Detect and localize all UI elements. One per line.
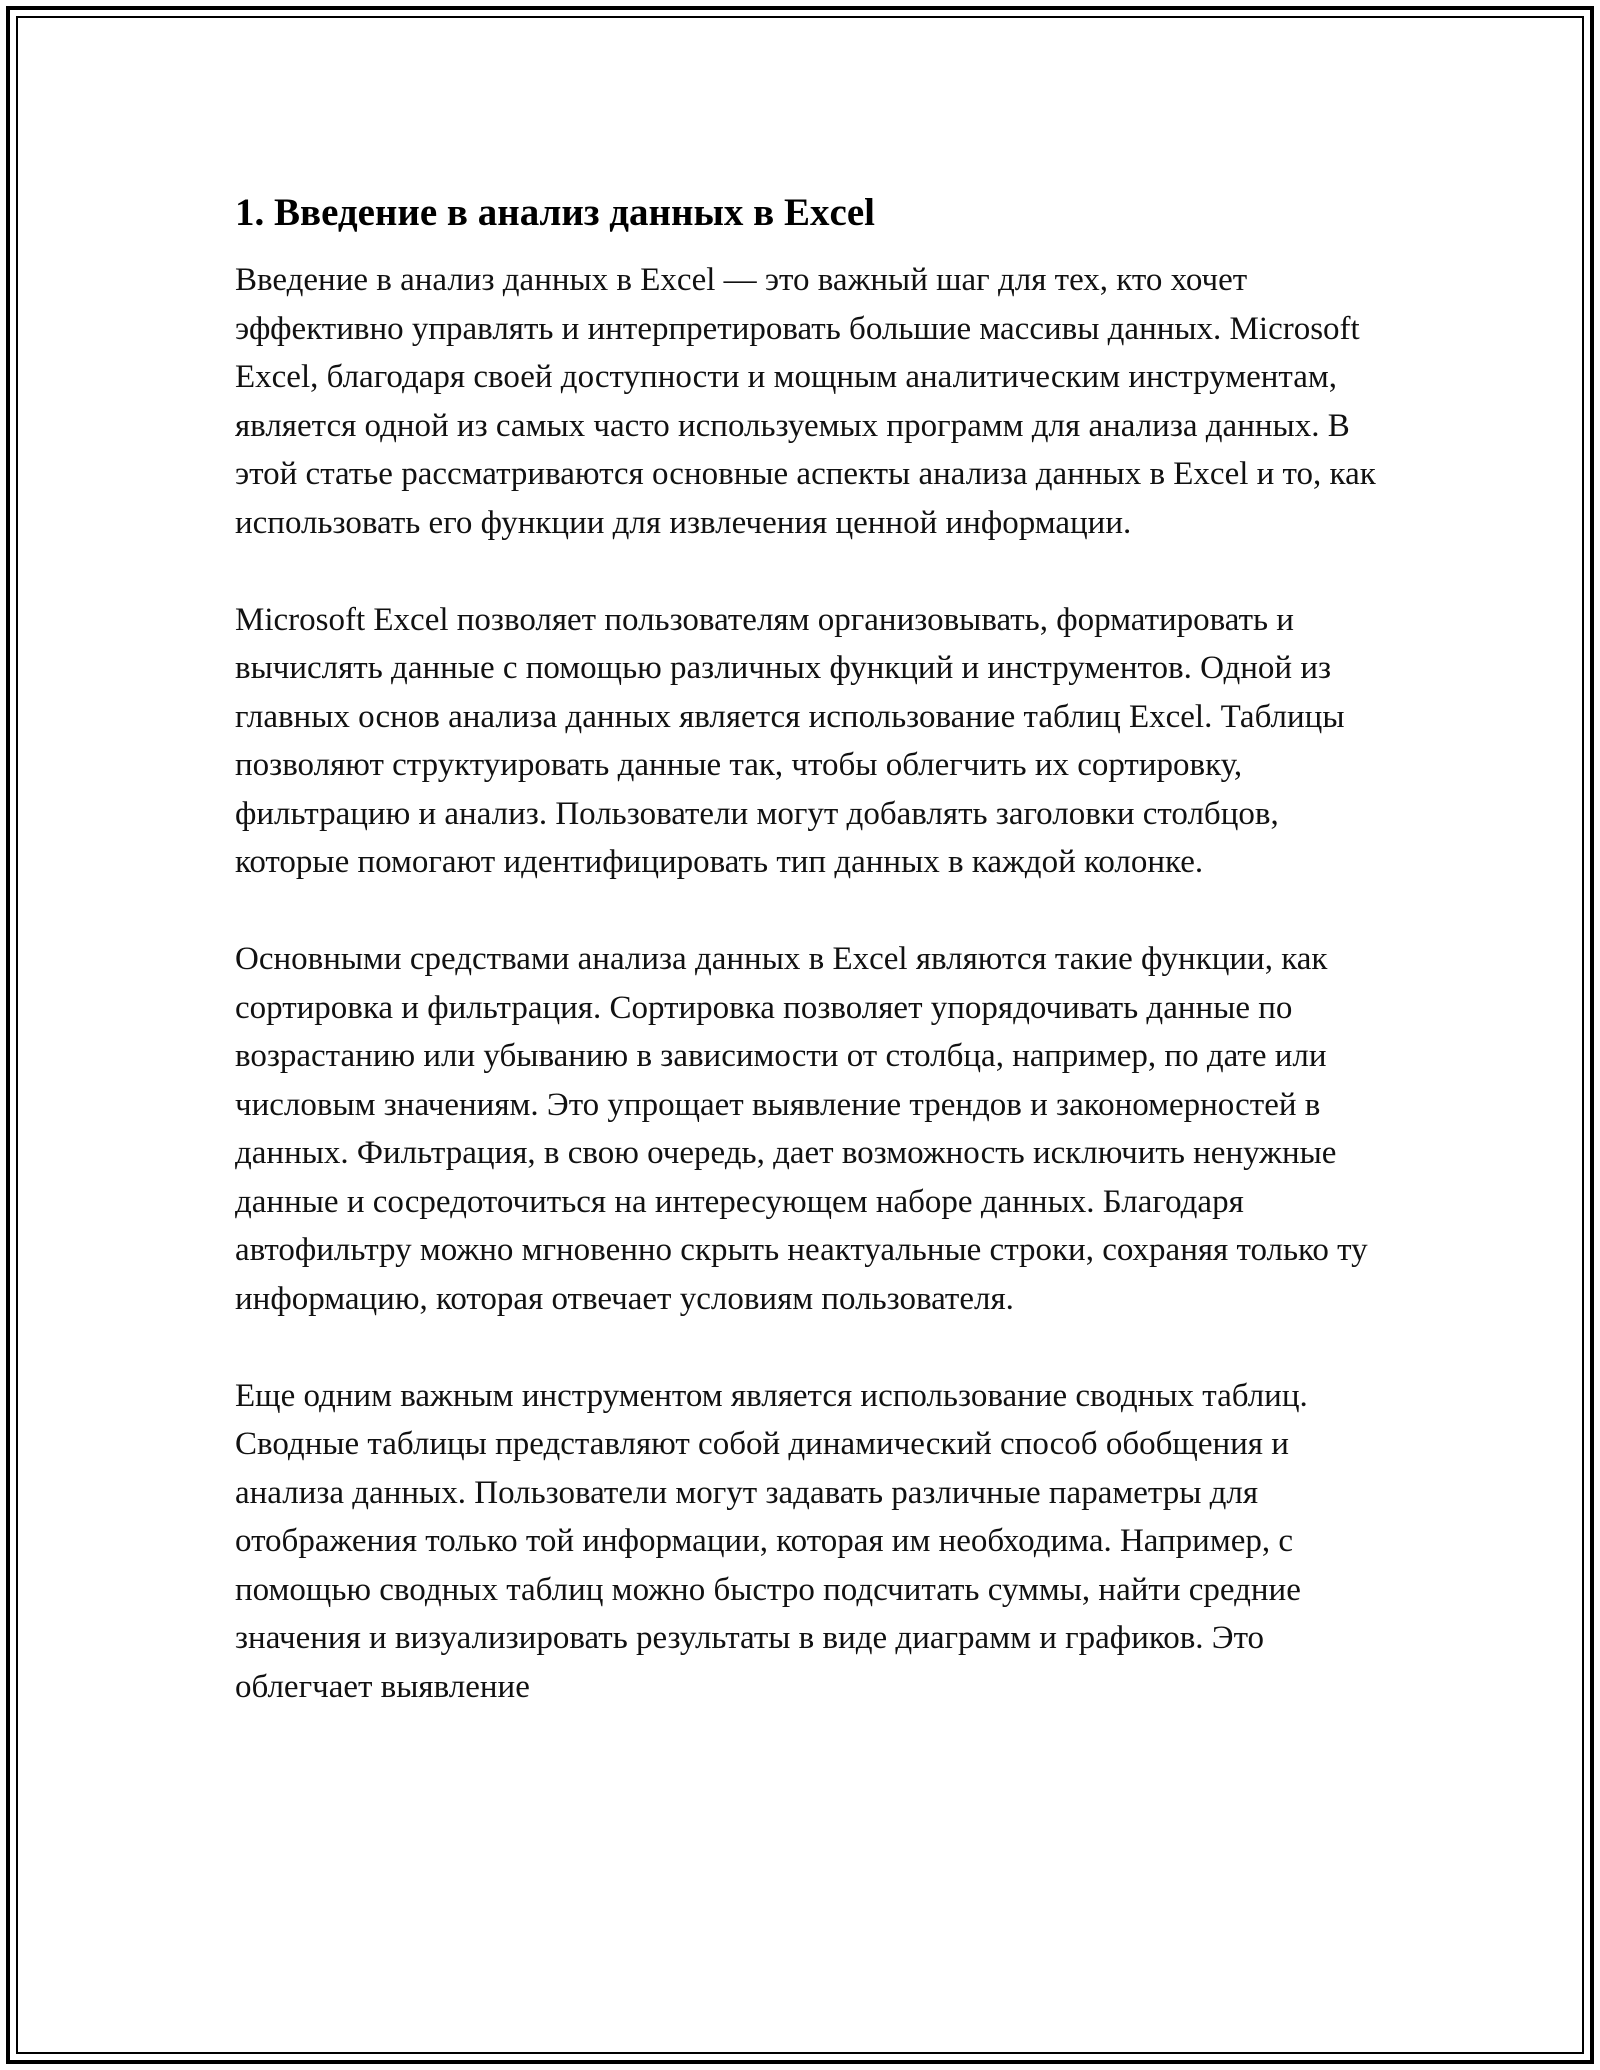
paragraph-pivot-tables: Еще одним важным инструментом является использование сводных таблиц. Сводные таблицы представляют собой динамический способ обобщения и анализа данных. Пользователи могут задавать различные параметры для отображения только той информации, которая им необходима. Например, с помощью сводных таблиц можно быстро подсчитать суммы, найти средние значения и визуализировать результаты в виде диаграмм и графиков. Это облегчает выявление: [235, 1377, 1308, 1705]
paragraph-excel-tables: Microsoft Excel позволяет пользователям организовывать, форматировать и вычислять данные с помощью различных функций и инструментов. Одной из главных основ анализа данных является использование таблиц Excel. Таблицы позволяют структуировать данные так, чтобы облегчить их сортировку, фильтрацию и анализ. Пользователи могут добавлять заголовки столбцов, которые помогают идентифицировать тип данных в каждой колонке.: [235, 601, 1345, 880]
document-content: [235, 186, 1385, 1711]
section-title: 1. Введение в анализ данных в Excel: [235, 191, 875, 234]
paragraph-sorting-filtering: Основными средствами анализа данных в Excel являются такие функции, как сортировка и фильтрация. Сортировка позволяет упорядочивать данные по возрастанию или убыванию в зависимости от столбца, например, по дате или числовым значениям. Это упрощает выявление трендов и закономерностей в данных. Фильтрация, в свою очередь, дает возможность исключить ненужные данные и сосредоточиться на интересующем наборе данных. Благодаря автофильтру можно мгновенно скрыть неактуальные строки, сохраняя только ту информацию, которая отвечает условиям пользователя.: [235, 941, 1368, 1317]
paragraph-intro: Введение в анализ данных в Excel — это важный шаг для тех, кто хочет эффективно управлять и интерпретировать большие массивы данных. Microsoft Excel, благодаря своей доступности и мощным аналитическим инструментам, является одной из самых часто используемых программ для анализа данных. В этой статье рассматриваются основные аспекты анализа данных в Excel и то, как использовать его функции для извлечения ценной информации.: [235, 262, 1376, 541]
